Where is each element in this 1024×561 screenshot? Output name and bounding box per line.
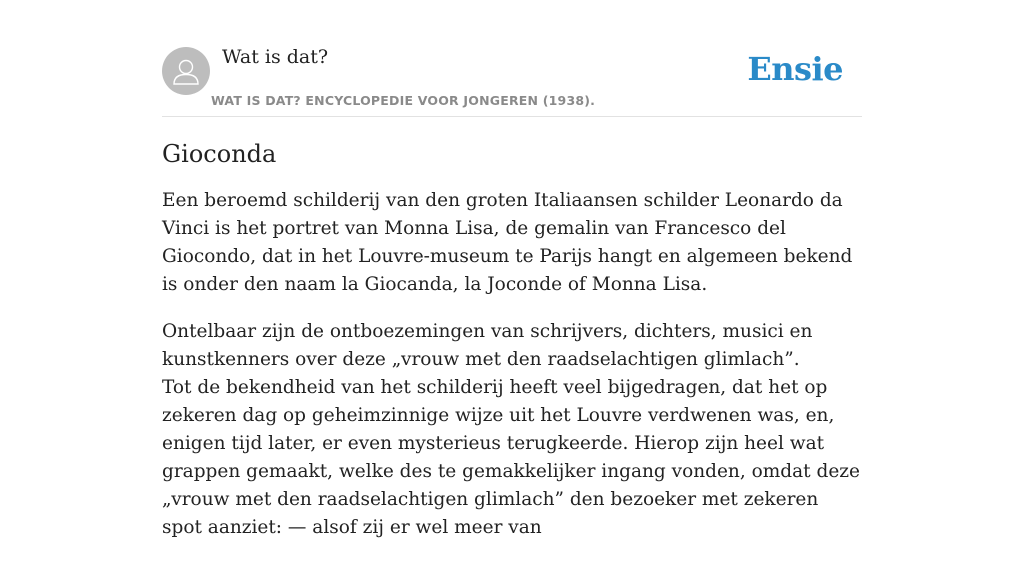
paragraph-line: Ontelbaar zijn de ontboezemingen van schrijvers, dichters, musici en kunstkenners over deze „vrouw met den raadselachtigen glimlach”.: [162, 321, 813, 370]
source-line[interactable]: WAT IS DAT? ENCYCLOPEDIE VOOR JONGEREN (1938).: [211, 93, 596, 108]
article-title: Gioconda: [162, 140, 277, 168]
article-paragraph: Een beroemd schilderij van den groten Italiaansen schilder Leonardo da Vinci is het portret van Monna Lisa, de gemalin van Francesco del Giocondo, dat in het Louvre-museum te Parijs hangt en algemeen bekend is onder den naam la Giocanda, la Joconde of Monna Lisa.: [162, 190, 853, 295]
avatar-silhouette: [162, 47, 210, 95]
author-name[interactable]: Wat is dat?: [222, 46, 329, 68]
user-avatar-icon[interactable]: [162, 47, 210, 95]
article-paragraph: [162, 318, 862, 542]
brand-logo[interactable]: Ensie: [747, 50, 843, 88]
paragraph-line: Tot de bekendheid van het schilderij heeft veel bijgedragen, dat het op zekeren dag op geheimzinnige wijze uit het Louvre verdwenen was, en, enigen tijd later, er even mysterieus terugkeerde. Hierop zijn heel wat grappen gemaakt, welke des te gemakkelijker ingang vonden, omdat deze „vrouw met den raadselachtigen glimlach” den bezoeker met zekeren spot aanziet: — alsof zij er wel meer van: [162, 377, 860, 538]
page-header: [162, 0, 862, 117]
article: [162, 138, 862, 561]
